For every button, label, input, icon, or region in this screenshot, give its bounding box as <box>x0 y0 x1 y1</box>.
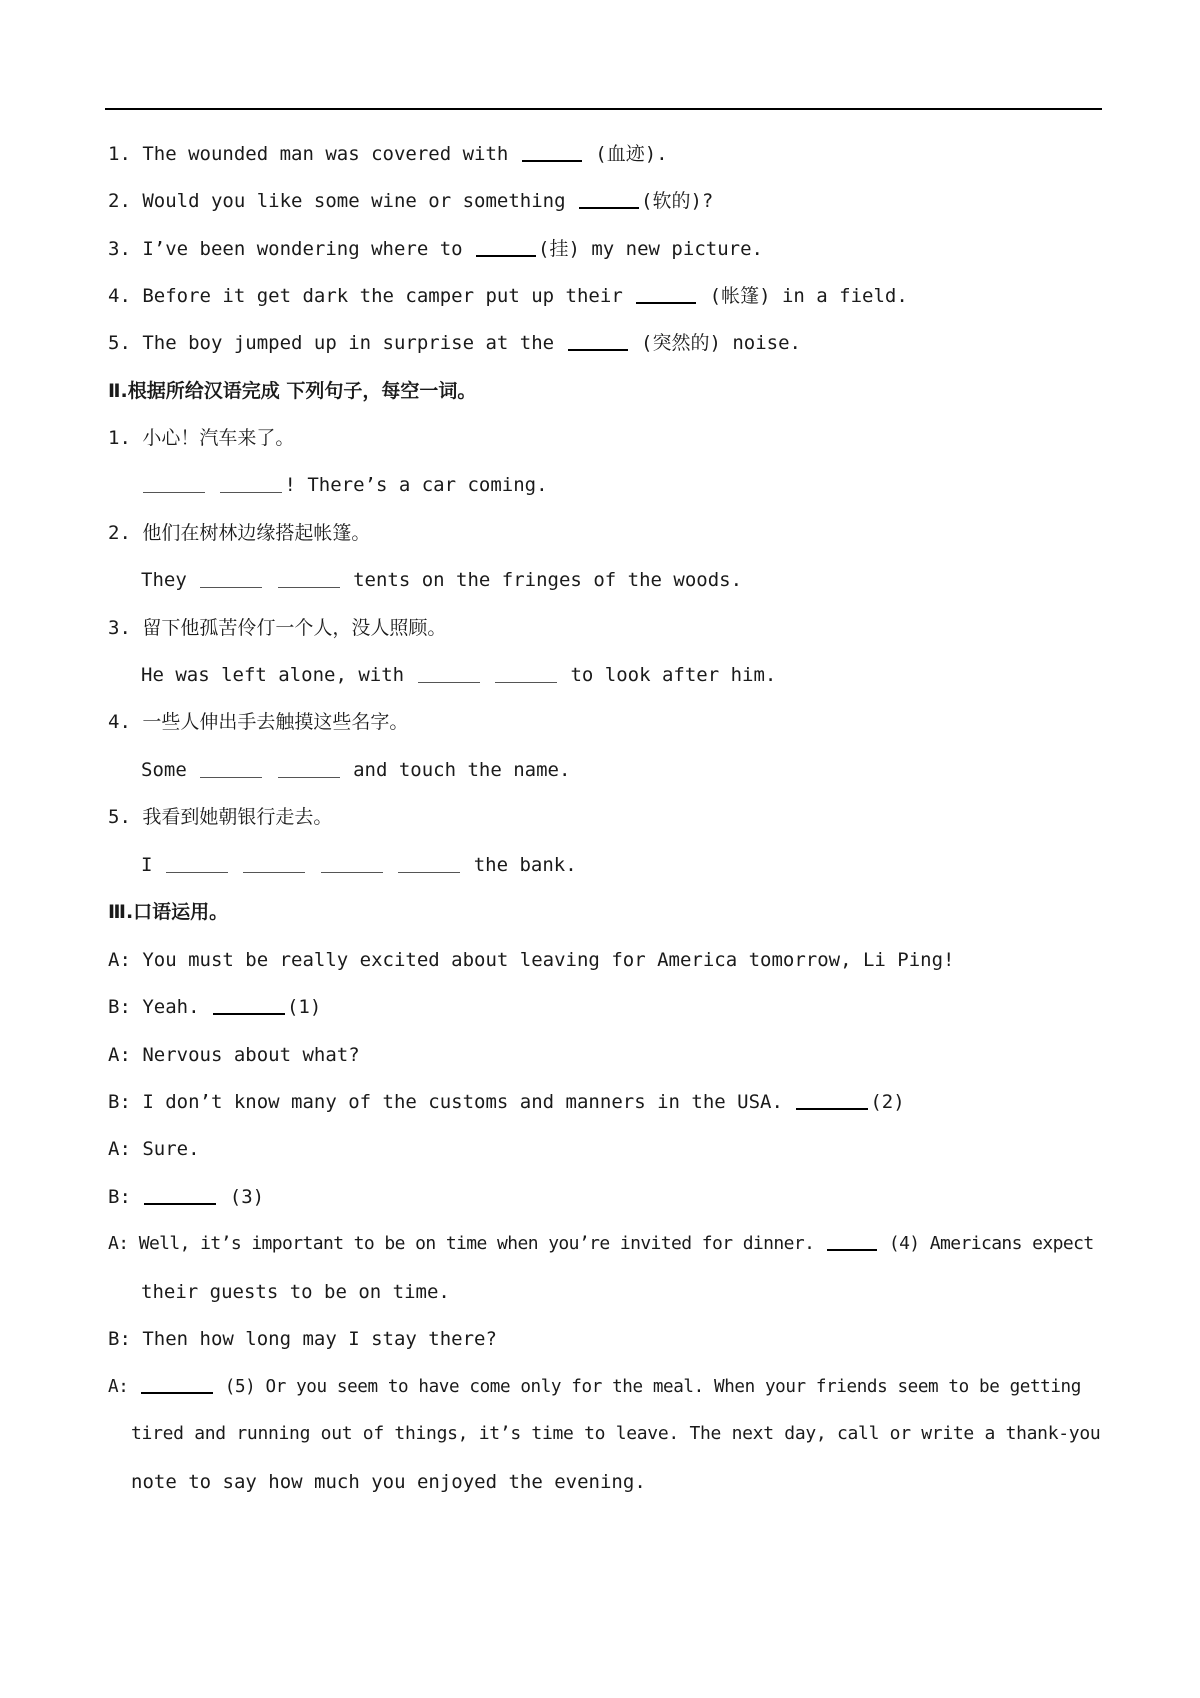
part2-item-5-en: I the bank. <box>141 854 577 876</box>
part2-item-4-cn: 4. 一些人伸出手去触摸这些名字。 <box>108 711 409 733</box>
part1-item-3: 3. I’ve been wondering where to (挂) my new picture. <box>108 238 763 260</box>
dialog-line-12: note to say how much you enjoyed the evening. <box>131 1471 646 1493</box>
part2-item-2-en: They tents on the fringes of the woods. <box>141 569 743 591</box>
part2-item-2-cn: 2. 他们在树林边缘搭起帐篷。 <box>108 522 371 544</box>
part2-item-1-en: ! There’s a car coming. <box>141 471 548 499</box>
dialog-line-7: A: Well, it’s important to be on time when you’re invited for dinner. (4) Americans expect <box>108 1233 1094 1254</box>
answer-blank[interactable] <box>476 237 536 257</box>
answer-blank[interactable] <box>568 331 628 351</box>
part1-item-1: 1. The wounded man was covered with (血迹). <box>108 143 668 165</box>
answer-blank[interactable] <box>220 474 282 493</box>
answer-blank[interactable] <box>143 474 205 493</box>
answer-blank[interactable] <box>278 759 340 778</box>
dialog-line-8: their guests to be on time. <box>141 1281 450 1303</box>
part2-heading: Ⅱ.根据所给汉语完成 下列句子，每空一词。 <box>108 380 477 402</box>
dialog-line-3: A: Nervous about what? <box>108 1044 360 1066</box>
part3-heading: Ⅲ.口语运用。 <box>108 901 229 923</box>
answer-blank[interactable] <box>200 759 262 778</box>
answer-blank[interactable] <box>213 995 285 1015</box>
part2-item-3-cn: 3. 留下他孤苦伶仃一个人，没人照顾。 <box>108 617 447 639</box>
part1-item-4: 4. Before it get dark the camper put up their (帐篷) in a field. <box>108 285 908 307</box>
answer-blank[interactable] <box>141 1374 213 1394</box>
answer-blank[interactable] <box>522 142 582 162</box>
answer-blank[interactable] <box>166 854 228 873</box>
answer-blank[interactable] <box>243 854 305 873</box>
dialog-line-5: A: Sure. <box>108 1138 200 1160</box>
part2-item-4-en: Some and touch the name. <box>141 759 571 781</box>
answer-blank[interactable] <box>398 854 460 873</box>
answer-blank[interactable] <box>278 569 340 588</box>
dialog-line-6: B: (3) <box>108 1186 265 1208</box>
answer-blank[interactable] <box>579 189 639 209</box>
dialog-line-4: B: I don’t know many of the customs and manners in the USA. (2) <box>108 1091 905 1113</box>
part2-item-1-cn: 1. 小心！汽车来了。 <box>108 427 295 449</box>
dialog-line-10: A: (5) Or you seem to have come only for the meal. When your friends seem to be getting <box>108 1373 1081 1401</box>
answer-blank[interactable] <box>796 1090 868 1110</box>
answer-blank[interactable] <box>495 664 557 683</box>
part2-item-3-en: He was left alone, with to look after him. <box>141 664 777 686</box>
header-rule <box>105 108 1102 110</box>
dialog-line-9: B: Then how long may I stay there? <box>108 1328 497 1350</box>
part1-item-5: 5. The boy jumped up in surprise at the (突然的) noise. <box>108 332 801 354</box>
answer-blank[interactable] <box>200 569 262 588</box>
answer-blank[interactable] <box>636 284 696 304</box>
answer-blank[interactable] <box>144 1185 216 1205</box>
dialog-line-1: A: You must be really excited about leaving for America tomorrow, Li Ping! <box>108 949 955 971</box>
dialog-line-2: B: Yeah. (1) <box>108 996 322 1018</box>
answer-blank[interactable] <box>827 1231 877 1251</box>
answer-blank[interactable] <box>321 854 383 873</box>
answer-blank[interactable] <box>418 664 480 683</box>
dialog-line-11: tired and running out of things, it’s time to leave. The next day, call or write a thank-you <box>131 1423 1101 1444</box>
part2-item-5-cn: 5. 我看到她朝银行走去。 <box>108 806 333 828</box>
part1-item-2: 2. Would you like some wine or something (软的)? <box>108 190 714 212</box>
